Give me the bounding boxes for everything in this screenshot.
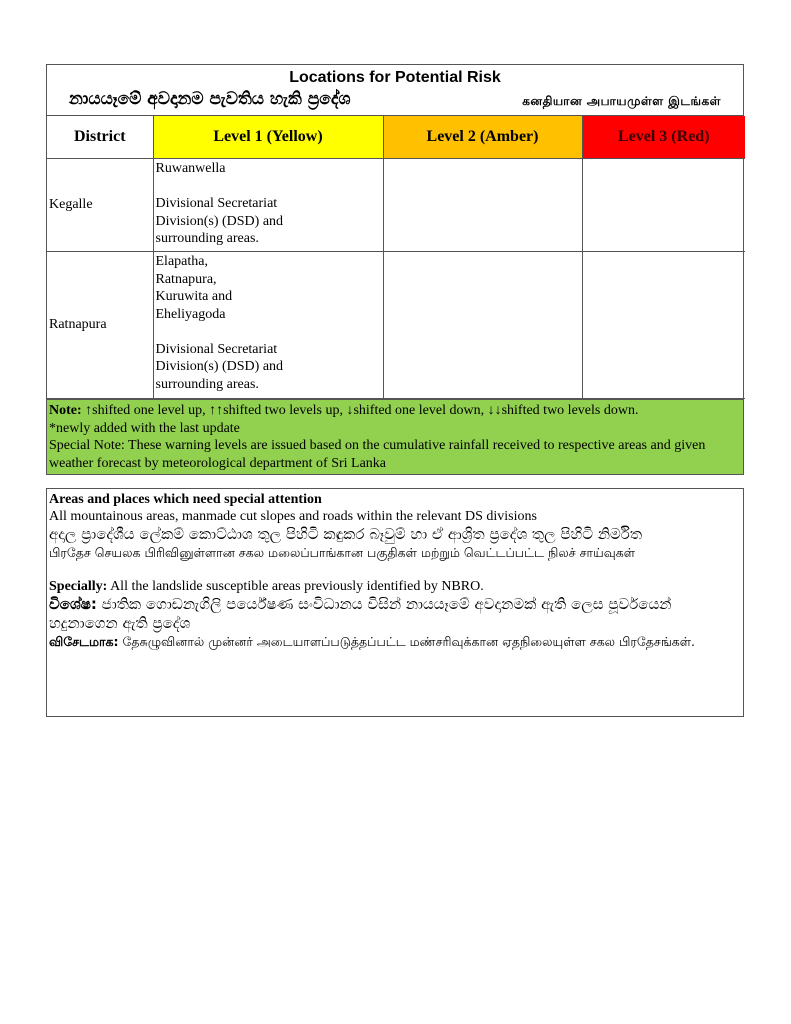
page-title-tamil: கனதியான அபாயமுள்ள இடங்கள் bbox=[522, 94, 721, 108]
place-name: Kuruwita and bbox=[155, 289, 233, 304]
dsd-text-line: surrounding areas. bbox=[155, 231, 259, 246]
column-header-level-2: Level 2 (Amber) bbox=[383, 116, 582, 159]
risk-locations-table-container bbox=[46, 64, 744, 475]
district-cell: Ratnapura bbox=[47, 252, 153, 399]
special-note: Special Note: These warning levels are issued based on the cumulative rainfall received to respective areas and given weather forecast by meteorological department of Sri Lanka bbox=[49, 438, 706, 471]
risk-table bbox=[47, 116, 745, 399]
level-3-cell bbox=[582, 159, 745, 252]
place-name: Eheliyagoda bbox=[155, 306, 226, 322]
column-header-level-3: Level 3 (Red) bbox=[582, 116, 745, 159]
table-row bbox=[47, 252, 745, 399]
dsd-text-line: Division(s) (DSD) and bbox=[155, 213, 284, 229]
specially-english: Specially: All the landslide susceptible areas previously identified by NBRO. bbox=[49, 579, 484, 594]
note-label: Note: bbox=[49, 403, 82, 418]
district-cell: Kegalle bbox=[47, 159, 153, 252]
level-2-cell bbox=[383, 252, 582, 399]
column-header-district: District bbox=[47, 116, 153, 159]
level-3-cell bbox=[582, 252, 745, 399]
page-title: Locations for Potential Risk bbox=[289, 69, 501, 86]
level-1-cell bbox=[153, 252, 383, 399]
attention-line-sinhala: අදාල ප්‍රාදේශීය ලේකම් කොට්ඨාශ තුල පිහිටි කඳුකර බෑවුම් හා ඒ ආශ්‍රිත ප්‍රදේශ තුල පිහිටි නිර්මිත bbox=[49, 525, 643, 543]
newly-added-note: *newly added with the last update bbox=[49, 420, 240, 436]
attention-line-english: All mountainous areas, manmade cut slopes and roads within the relevant DS divisions bbox=[49, 509, 537, 524]
table-row bbox=[47, 159, 745, 252]
visedamaga-label: விசேடமாக: bbox=[49, 634, 119, 649]
dsd-text-line: Division(s) (DSD) and bbox=[155, 359, 284, 374]
place-name: Ruwanwella bbox=[155, 161, 226, 176]
special-attention-heading: Areas and places which need special attention bbox=[49, 492, 322, 507]
level-2-cell bbox=[383, 159, 582, 252]
special-attention-section bbox=[46, 488, 744, 717]
arrow-legend bbox=[49, 402, 741, 420]
level-1-cell bbox=[153, 159, 383, 252]
column-header-level-1: Level 1 (Yellow) bbox=[153, 116, 383, 159]
table-header-row bbox=[47, 116, 745, 159]
specially-tamil: விசேடமாக: தேசுழுவினால் முன்னர் அடையாளப்படுத்தப்பட்ட மண்சரிவுக்கான ஏதநிலையுள்ள சகல பிரதேசங்கள். bbox=[49, 634, 696, 649]
specially-label: Specially: bbox=[49, 579, 108, 594]
place-name: Elapatha, bbox=[155, 254, 208, 269]
dsd-text-line: Divisional Secretariat bbox=[155, 341, 278, 357]
specially-sinhala: විශේෂ: ජාතික ගොඩනැගිලි පර්යේෂණ සංවිධානය විසින් නායයෑමේ අවදානමක් ඇති ලෙස පූර්වයෙන් හදුනාගෙන ඇති ප්‍රදේශ bbox=[49, 595, 672, 632]
arrow-legend-text: ↑shifted one level up, ↑↑shifted two levels up, ↓shifted one level down, ↓↓shifted two levels down. bbox=[81, 403, 639, 418]
page-title-sinhala: නායයෑමේ අවදානම පැවතිය හැකි ප්‍රදේශ bbox=[69, 89, 351, 109]
dsd-text-line: surrounding areas. bbox=[155, 376, 259, 392]
note-section bbox=[47, 399, 743, 474]
visesha-label: විශේෂ: bbox=[49, 595, 97, 613]
attention-line-tamil: பிரதேச செயலக பிரிவினுள்ளான சகல மலைப்பாங்கான பகுதிகள் மற்றும் வெட்டப்பட்ட நிலச் சாய்வுகள் bbox=[49, 545, 635, 560]
place-name: Ratnapura, bbox=[155, 271, 217, 287]
dsd-text-line: Divisional Secretariat bbox=[155, 196, 278, 211]
title-row bbox=[47, 65, 743, 116]
